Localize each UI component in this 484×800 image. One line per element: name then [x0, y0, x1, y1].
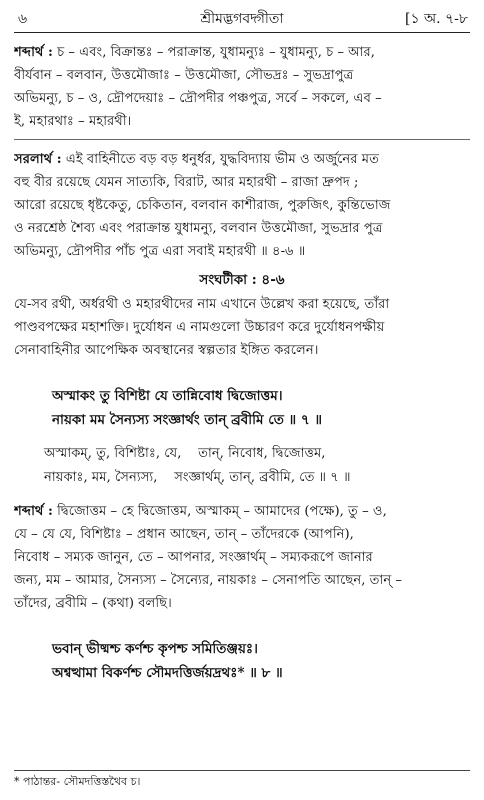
simple-meaning-line: অভিমন্যু, দ্রৌপদীর পাঁচ পুত্র এরা সবাই মহারথী ॥ ৪-৬ ॥: [14, 244, 306, 259]
word-meaning-section-1: [14, 41, 470, 133]
simple-meaning-line: সরলার্থ : এই বাহিনীতে বড় বড় ধনুর্ধর, যুদ্ধবিদ্যায় ভীম ও অর্জুনের মত: [14, 152, 379, 167]
verse-line: অস্মাকং তু বিশিষ্টা যে তান্নিবোধ দ্বিজোত্তম।: [52, 388, 283, 404]
word-meaning-line: যে – যে যে, বিশিষ্টাঃ – প্রধান আছেন, তান্ – তাঁদেরকে (আপনি),: [14, 527, 354, 542]
word-meaning-line: অভিমন্যু, চ – ও, দ্রৌপদেয়াঃ – দ্রৌপদীর পঞ্চপুত্র, সর্বে – সকলে, এব –: [14, 91, 382, 106]
page-header: [14, 8, 470, 33]
word-meaning-section-2: [14, 500, 470, 615]
commentary-section: [14, 293, 470, 362]
anvaya-line: অস্মাকম্, তু, বিশিষ্টাঃ, যে, তান্, নিবোধ, দ্বিজোত্তম,: [44, 446, 326, 461]
word-meaning-line: জন্য, মম – আমার, সৈন্যস্য – সৈন্যের, নায়কাঃ – সেনাপতি আছেন, তান্ –: [14, 573, 402, 588]
verse-line: নায়কা মম সৈন্যস্য সংজ্ঞার্থং তান্ ব্রবীমি তে ॥ ৭ ॥: [52, 412, 322, 428]
verse-8: [14, 637, 470, 685]
commentary-title: সংঘটীকা : ৪-৬: [199, 272, 285, 288]
word-meaning-label: শব্দার্থ :: [14, 45, 53, 60]
simple-meaning-line: ও নরশ্রেষ্ঠ শৈব্য এবং পরাক্রান্ত যুধামন্যু, বলবান উত্তমৌজা, সুভদ্রার পুত্র: [14, 221, 383, 236]
section-divider: [14, 139, 470, 140]
chapter-verse-reference: [১ অ. ৭-৮: [405, 11, 468, 27]
word-meaning-label: শব্দার্থ :: [14, 504, 53, 519]
anvaya-7: [14, 442, 470, 490]
commentary-line: যে-সব রথী, অর্ধরথী ও মহারথীদের নাম এখানে উল্লেখ করা হয়েছে, তাঁরা: [14, 297, 390, 312]
word-meaning-line: তাঁদের, ব্রবীমি – (কথা) বলছি।: [14, 596, 172, 611]
simple-meaning-line: আরো রয়েছে ধৃষ্টকেতু, চেকিতান, বলবান কাশীরাজ, পুরুজিৎ, কুন্তিভোজ: [14, 198, 391, 213]
verse-line: ভবান্ ভীষ্মশ্চ কর্ণশ্চ কৃপশ্চ সমিতিঞ্জয়ঃ।: [52, 641, 258, 657]
word-meaning-line: নিবোধ – সম্যক জানুন, তে – আপনার, সংজ্ঞার্থম্ – সম্যকরূপে জানার: [14, 550, 373, 565]
commentary-line: পাণ্ডবপক্ষের মহাশক্তি। দুর্যোধন এ নামগুলো উচ্চারণ করে দুর্যোধনপক্ষীয়: [14, 320, 385, 335]
page-number: ৬: [18, 11, 28, 27]
word-meaning-line: শব্দার্থ : চ – এবং, বিক্রান্তঃ – পরাক্রান্ত, যুধামন্যুঃ – যুধামন্যু, চ – আর,: [14, 45, 376, 60]
word-meaning-line: শব্দার্থ : দ্বিজোত্তম – হে দ্বিজোত্তম, অস্মাকম্ – আমাদের (পক্ষে), তু – ও,: [14, 504, 387, 519]
verse-line: অশ্বত্থামা বিকর্ণশ্চ সৌমদত্তির্জয়দ্রথঃ* ॥ ৮ ॥: [52, 665, 283, 681]
word-meaning-line: ই, মহারথাঃ – মহারথী।: [14, 114, 132, 129]
simple-meaning-section: [14, 148, 470, 263]
running-title: শ্রীমদ্ভগবদ্গীতা: [200, 11, 284, 27]
footnote-text: * পাঠান্তর- সৌমদত্তিস্তথৈব চ।: [14, 775, 141, 788]
footnote: [14, 770, 470, 791]
anvaya-line: নায়কাঃ, মম, সৈন্যস্য, সংজ্ঞার্থম্, তান্, ব্রবীমি, তে ॥ ৭ ॥: [44, 470, 351, 485]
verse-7: [14, 384, 470, 432]
simple-meaning-label: সরলার্থ :: [14, 152, 62, 167]
word-meaning-line: বীর্যবান – বলবান, উত্তমৌজাঃ – উত্তমৌজা, সৌভদ্রঃ – সুভদ্রাপুত্র: [14, 68, 354, 83]
simple-meaning-line: বহু বীর রয়েছে যেমন সাত্যকি, বিরাট, আর মহারথী – রাজা দ্রুপদ ;: [14, 175, 359, 190]
commentary-line: সেনাবাহিনীর আপেক্ষিক অবস্থানের স্বল্পতার ইঙ্গিত করলেন।: [14, 343, 319, 358]
